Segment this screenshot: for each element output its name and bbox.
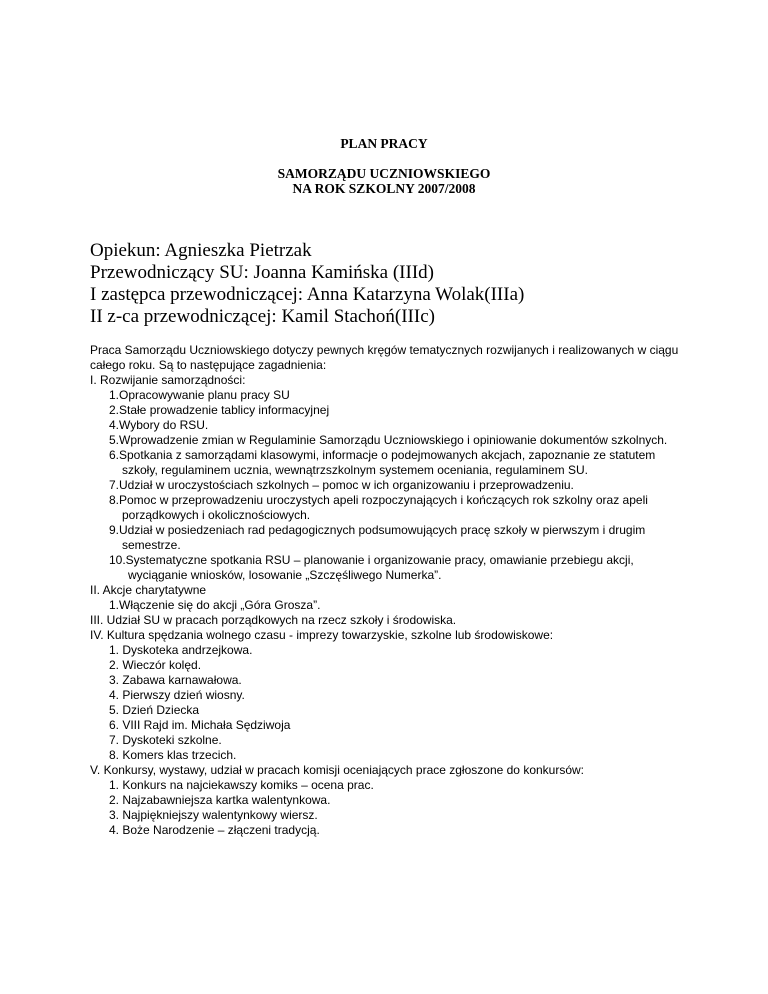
- list-item: 3. Zabawa karnawałowa.: [109, 673, 242, 687]
- list-item: 6.Spotkania z samorządami klasowymi, informacje o podejmowanych akcjach, zapoznanie ze statutem szkoły, regulaminem ucznia, wewnątrzszkolnym systemem oceniania, regulaminem SU.: [109, 448, 656, 477]
- document-title: PLAN PRACY: [340, 136, 428, 151]
- section-items: [90, 778, 690, 838]
- section-heading: II. Akcje charytatywne: [90, 583, 207, 597]
- list-item: 8.Pomoc w przeprowadzeniu uroczystych apeli rozpoczynających i kończących rok szkolny oraz apeli porządkowych i okolicznościowych.: [109, 493, 648, 522]
- list-item: 3. Najpiękniejszy walentynkowy wiersz.: [109, 808, 318, 822]
- list-item: 2. Wieczór kolęd.: [109, 658, 202, 672]
- list-item: 9.Udział w posiedzeniach rad pedagogicznych podsumowujących pracę szkoły w pierwszym i drugim semestrze.: [109, 523, 646, 552]
- section-heading: I. Rozwijanie samorządności:: [90, 373, 246, 387]
- list-item: 7.Udział w uroczystościach szkolnych – pomoc w ich organizowaniu i przeprowadzeniu.: [109, 478, 574, 492]
- officer-line: Przewodniczący SU: Joanna Kamińska (IIId): [90, 262, 434, 283]
- list-item: 8. Komers klas trzecich.: [109, 748, 237, 762]
- section-heading: V. Konkursy, wystawy, udział w pracach komisji oceniających prace zgłoszone do konkursów:: [90, 763, 585, 777]
- officer-line: II z-ca przewodniczącej: Kamil Stachoń(IIIc): [90, 306, 435, 327]
- section-heading: III. Udział SU w pracach porządkowych na rzecz szkoły i środowiska.: [90, 613, 457, 627]
- intro-paragraph: Praca Samorządu Uczniowskiego dotyczy pewnych kręgów tematycznych rozwijanych i realizowanych w ciągu całego roku. Są to następujące zagadnienia:: [90, 343, 679, 372]
- list-item: 4.Wybory do RSU.: [109, 418, 209, 432]
- section-heading: IV. Kultura spędzania wolnego czasu - imprezy towarzyskie, szkolne lub środowiskowe:: [90, 628, 554, 642]
- list-item: 5.Wprowadzenie zmian w Regulaminie Samorządu Uczniowskiego i opiniowanie dokumentów szkolnych.: [109, 433, 668, 447]
- list-item: 1.Włączenie się do akcji „Góra Grosza”.: [109, 598, 321, 612]
- list-item: 6. VIII Rajd im. Michała Sędziwoja: [109, 718, 291, 732]
- officers-list: [90, 240, 524, 328]
- officer-line: Opiekun: Agnieszka Pietrzak: [90, 240, 312, 261]
- document-subtitle-line-2: NA ROK SZKOLNY 2007/2008: [292, 181, 476, 196]
- document-subtitle-line-1: SAMORZĄDU UCZNIOWSKIEGO: [277, 166, 491, 181]
- list-item: 1. Dyskoteka andrzejkowa.: [109, 643, 253, 657]
- list-item: 2.Stałe prowadzenie tablicy informacyjnej: [109, 403, 330, 417]
- plan-body: [90, 343, 690, 838]
- list-item: 10.Systematyczne spotkania RSU – planowanie i organizowanie pracy, omawianie przebiegu akcji, wyciąganie wniosków, losowanie „Szczęśliwego Numerka”.: [109, 553, 634, 582]
- list-item: 4. Pierwszy dzień wiosny.: [109, 688, 245, 702]
- officer-line: I zastępca przewodniczącej: Anna Katarzyna Wolak(IIIa): [90, 284, 525, 305]
- list-item: 1. Konkurs na najciekawszy komiks – ocena prac.: [109, 778, 374, 792]
- list-item: 1.Opracowywanie planu pracy SU: [109, 388, 290, 402]
- section-items: [90, 598, 690, 613]
- section-items: [90, 643, 690, 763]
- list-item: 5. Dzień Dziecka: [109, 703, 200, 717]
- list-item: 2. Najzabawniejsza kartka walentynkowa.: [109, 793, 331, 807]
- list-item: 7. Dyskoteki szkolne.: [109, 733, 222, 747]
- list-item: 4. Boże Narodzenie – złączeni tradycją.: [109, 823, 320, 837]
- section-items: [90, 388, 690, 583]
